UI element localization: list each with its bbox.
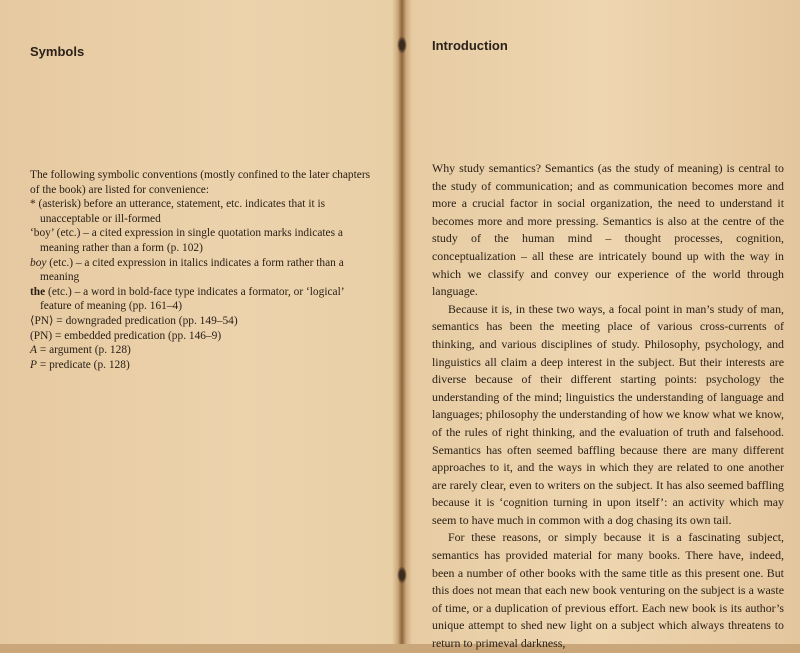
paragraph: Why study semantics? Semantics (as the study of meaning) is central to the study of communication; and as communication becomes more and more a crucial factor in social organization, the need to understand it becomes more and more pressing. Semantics is also at the centre of the study of the human mind – thought processes, cognition, conceptualization – all these are intricately bound up with the way in which we classify and convey our experience of the world through language. [432,161,784,299]
left-page [0,0,398,644]
symbol-item: (PN) = embedded predication (pp. 146–9) [30,329,222,342]
symbol-item: * (asterisk) before an utterance, statement, etc. indicates that it is unacceptable or ill-formed [30,198,326,225]
introduction-heading: Introduction [432,38,508,53]
symbol-item: ⟨PN⟩ = downgraded predication (pp. 149–54) [30,314,238,327]
paragraph: Because it is, in these two ways, a focal point in man’s study of man, semantics has been the meeting place of various cross-currents of thinking, and various disciplines of study. Philosophy, psychology, and linguistics all claim a deep interest in the subject. But their interests are diverse because of their different starting points: psychology the understanding of the mind; linguistics the understanding of language and languages; philosophy the understanding of how we know what we know, of the rules of right thinking, and the evaluation of truth and falsehood. Semantics has often seemed baffling because there are many different approaches to it, and the ways in which they are related to one another are rarely clear, even to writers on the subject. It has also seemed baffling because it is ‘cognition turning in upon itself’: an activity which may seem to have much in common with a dog chasing its own tail. [432,301,784,527]
symbols-list [30,168,374,372]
symbol-item: boy (etc.) – a cited expression in italics indicates a form rather than a meaning [30,256,344,284]
symbols-intro: The following symbolic conventions (mostly confined to the later chapters of the book) are listed for convenience: [30,169,371,196]
symbol-item: the (etc.) – a word in bold-face type indicates a formator, or ‘logical’ feature of meaning (pp. 161–4) [30,285,344,313]
symbol-item: P = predicate (p. 128) [30,358,130,371]
paragraph: For these reasons, or simply because it is a fascinating subject, semantics has provided material for many books. There have, indeed, been a number of other books with the same title as this present one. But this does not mean that each new book venturing on the subject is a waste of time, or a duplication of previous effort. Each new book is its author’s unique attempt to shed new light on a subject which always threatens to return to primeval darkness, [432,530,784,651]
symbol-item: A = argument (p. 128) [30,344,131,357]
symbols-heading: Symbols [30,44,85,59]
right-page [406,0,800,651]
symbol-item: ‘boy’ (etc.) – a cited expression in single quotation marks indicates a meaning rather than a form (p. 102) [30,227,343,254]
introduction-body [432,160,784,653]
book-gutter [398,0,406,644]
